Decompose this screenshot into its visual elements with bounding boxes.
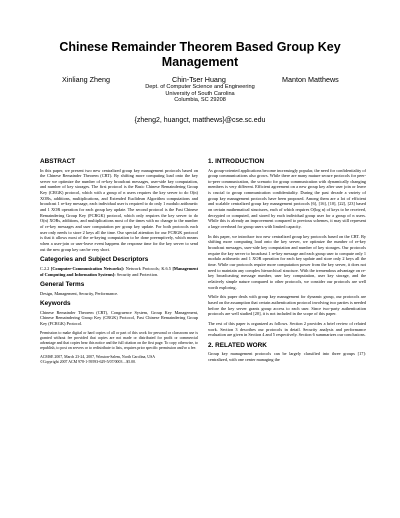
categories-section [40,256,198,277]
keywords-section [40,300,198,326]
permission-block [40,331,198,366]
related-work-section [208,342,366,363]
author-3: Manton Matthews [282,75,339,84]
category-1-bold: [Computer-Communication Networks]: [50,265,125,271]
general-terms-text: Design, Management, Security, Performance. [40,290,119,296]
copyright-line: ©Copyright 2007 ACM 978-1-59593-629-5/07/0003 ...$5.00. [40,360,137,365]
affiliation-university: University of South Carolina [165,90,235,97]
category-1-rest: Network Protocols; [125,265,160,271]
permission-text: Permission to make digital or hard copies of all or part of this work for personal or classroom use is granted without fee provided that copies are not made or distributed for profit or commercial advantage and that copies bear this notice and the full citation on the first page. To copy otherwise, to republish, to post on servers or to redistribute to lists, requires prior specific permission and/or a fee. [40,330,198,351]
introduction-paragraph-2: In this paper, we introduce two new centralized group key protocols based on the CRT. By shifting more computing load onto the key server, we optimize the number of re-key broadcast messages, user-side key computation and number of key storages. Our protocols require the key server to broadcast 1 re-key message and each group user to compute only 1 modulo arithmetic and 1 XOR operation for each key update and store only 2 keys all the time. While our protocols require more computation power from the key server, it does not need to maintain any complex hierarchical structure. With the tremendous advantage on re-key broadcasting message number, user key computation, user key storage, and the relatively simple nature compared to other protocols, we consider our protocols are well worth exploring. [208,233,366,290]
category-2-code: K.6.5 [161,265,171,271]
keywords-heading: Keywords [40,300,71,308]
introduction-paragraph-3: While this paper deals with group key management for dynamic group, our protocols are based on the assumption that certain authentication protocol involving two parties is needed before the key server grants group access to each user. Since two-party authentication protocols are well studied [20], it is not included in the scope of this paper. [208,294,366,317]
affiliation-dept: Dept. of Computer Science and Engineering [145,84,255,90]
related-work-heading: 2. RELATED WORK [208,341,267,349]
introduction-section [208,158,366,338]
abstract-heading: ABSTRACT [40,158,76,165]
conference-line: ACMSE 2007, March 23-24, 2007, Winston-Salem, North Carolina, USA [40,355,156,360]
introduction-heading: 1. INTRODUCTION [208,158,265,165]
general-terms-section [40,281,198,296]
author-1: Xinliang Zheng [62,75,110,84]
abstract-text: In this paper, we present two new centralized group key management protocols based on the Chinese Remainder Theorem (CRT). By shifting more computing load onto the key server we optimize the number of re-key broadcast messages, user-side key computation, and number of key storages. The first protocol is the Basic Chinese Remaindering Group Key (CRGK) protocol, which with a group of n users requires the key server to do O(n) XORs, additions, multiplications, and Extended Euclidean Algorithm computations and broadcast 1 re-key message, each individual user is required to do only 1 modulo arithmetic and 1 XOR operation for each group key update. The second protocol is the Fast Chinese Remaindering Group Key (FCRGK) protocol, which only requires the key server to do O(n) XORs, additions, and multiplications most of the times with no change to the number of re-key messages and user computation per group key update. For both protocols each user only needs to store 2 keys all the time. Our special attention for our FCRGK protocol is that it allows most of the re-keying computation to be done preemptively, which means when a user-join or user-leave event happens the response time for the key server to send out the new group key can be very short. [40,167,198,252]
left-column [40,158,198,365]
categories-heading: Categories and Subject Descriptors [40,256,149,264]
right-column [208,158,366,367]
categories-text [40,266,198,277]
abstract-section [40,158,198,252]
keywords-text: Chinese Remainder Theorem (CRT), Congruence System, Group Key Management, Chinese Remaindering Group Key (CRGK) Protocol, Fast Chinese Remaindering Group Key (FCRGK) Protocol. [40,309,198,327]
category-2-rest: Security and Protection. [116,271,159,277]
paper-title: Chinese Remainder Theorem Based Group Key Management [59,40,341,69]
related-work-text: Group key management protocols can be largely classified into three groups [17]: centralized, with one center managing the [208,351,366,363]
author-affiliation [100,84,300,104]
introduction-paragraph-4: The rest of this paper is organized as follows. Section 2 provides a brief review of related work. Section 3 describes our protocols in detail. Security analysis and performance evaluation are given in Section 4 and 5 respectively. Section 6 summarizes our conclusions. [208,320,366,338]
author-2: Chin-Tser Huang [172,75,226,84]
affiliation-city: Columbia, SC 29208 [174,97,226,104]
category-1-code: C.2.2 [40,265,50,271]
general-terms-heading: General Terms [40,281,85,289]
introduction-paragraph-1: As group-oriented applications become increasingly popular, the need for confidentiality of group communications also grows. While there are many mature secure protocols for peer-to-peer communication, the scenario for group communication with dynamically changing members is very different. Efficient agreement on a new group key after user join or leave is crucial to group communication confidentiality. During the past decade a variety of group key management protocols have been proposed. Among them are a lot of efficient and scalable centralized group key management protocols [6], [16], [10], [22], [23] based on certain mathematical structures, each of which requires O(log n) of keys to be received, decrypted or computed, and stored by each individual group user for a group of n users. While this is already an improvement compared to previous schemes, it may still represent a large overhead for group users with limited capacity. [208,167,366,230]
author-emails: {zheng2, huangct, matthews}@cse.sc.edu [134,117,266,124]
category-2-bold: [Management of Computing and Information Systems]: [40,265,199,277]
